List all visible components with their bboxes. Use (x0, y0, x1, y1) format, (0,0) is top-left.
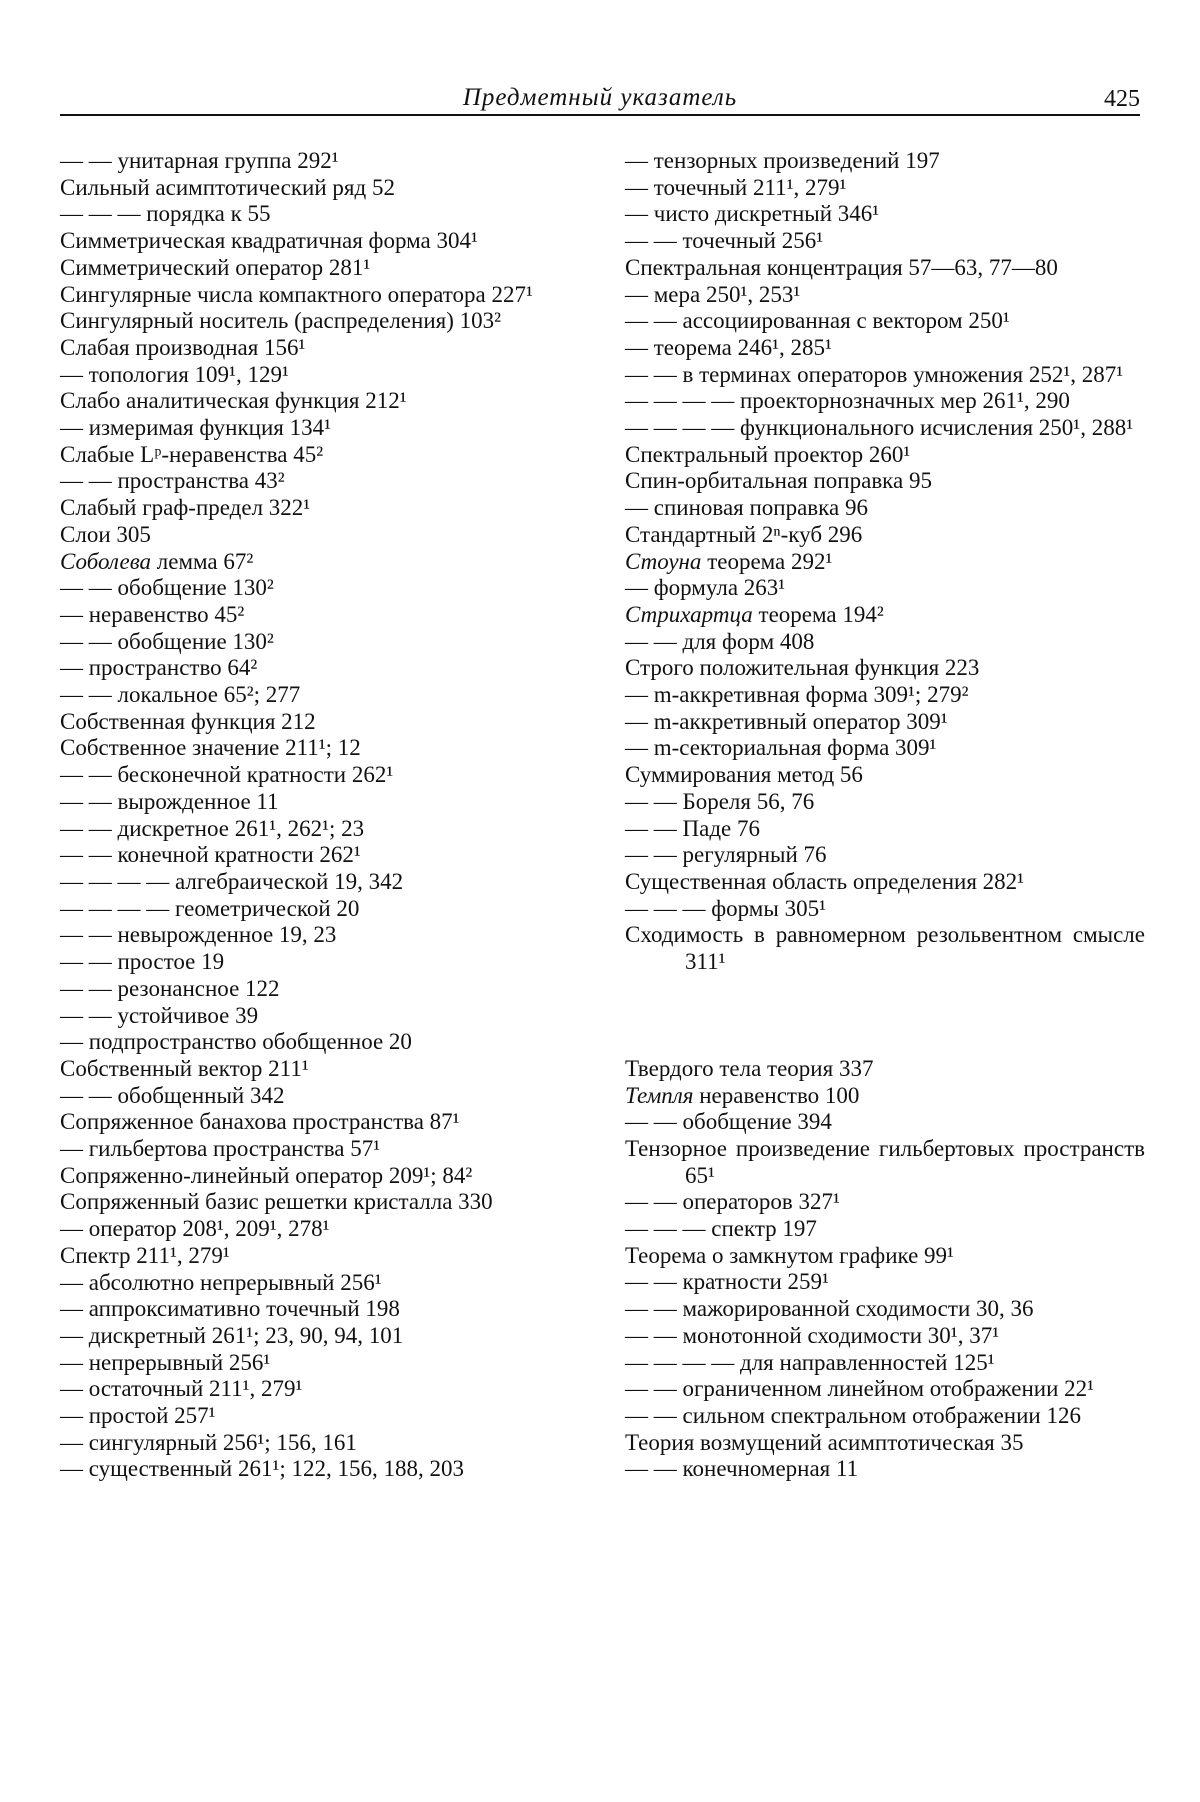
index-entry: — — конечной кратности 262¹ (60, 842, 361, 868)
index-entry: Спин-орбитальная поправка 95 (625, 468, 932, 494)
index-entry: Теория возмущений асимптотическая 35 (625, 1429, 1024, 1455)
letter-section-gap (625, 976, 1145, 1056)
index-entry: — — — формы 305¹ (625, 895, 826, 921)
index-entry: Сопряженно-линейный оператор 209¹; 84² (60, 1162, 473, 1188)
index-entry: — — унитарная группа 292¹ (60, 148, 339, 173)
index-entry: — — невырожденное 19, 23 (60, 922, 337, 948)
index-entry: — m-аккретивный оператор 309¹ (625, 708, 948, 734)
index-entry: — — операторов 327¹ (625, 1189, 840, 1215)
index-entry: Собственная функция 212 (60, 708, 316, 734)
index-entry: — m-секториальная форма 309¹ (625, 735, 937, 761)
index-entry: Соболева лемма 67² (60, 548, 254, 574)
index-entry: Спектральная концентрация 57—63, 77—80 (625, 254, 1058, 280)
index-entry: Сильный асимптотический ряд 52 (60, 174, 395, 200)
index-entry: — — обобщение 394 (625, 1109, 832, 1135)
index-entry: Слабые Lᵖ-неравенства 45² (60, 441, 324, 467)
index-entry: — существенный 261¹; 122, 156, 188, 203 (60, 1456, 465, 1482)
index-entry: Слабо аналитическая функция 212¹ (60, 388, 407, 414)
index-entry: — аппроксимативно точечный 198 (60, 1296, 400, 1322)
header-rule (60, 114, 1140, 116)
index-entry: — — точечный 256¹ (625, 228, 824, 254)
index-entry: — m-аккретивная форма 309¹; 279² (625, 682, 969, 708)
index-entry: — спиновая поправка 96 (625, 495, 868, 521)
index-entry: — — резонансное 122 (60, 975, 280, 1001)
index-entry: Стандартный 2ⁿ-куб 296 (625, 521, 863, 547)
index-entry: — — Паде 76 (625, 815, 760, 841)
index-entry: — — обобщение 130² (60, 628, 274, 654)
index-entry: Твердого тела теория 337 (625, 1055, 874, 1081)
index-entry: — — монотонной сходимости 30¹, 37¹ (625, 1322, 1000, 1348)
index-entry: — — — спектр 197 (625, 1216, 817, 1242)
index-entry: Теорема о замкнутом графике 99¹ (625, 1242, 954, 1268)
index-entry: Спектр 211¹, 279¹ (60, 1242, 230, 1268)
index-entry: — формула 263¹ (625, 575, 786, 601)
index-entry: — оператор 208¹, 209¹, 278¹ (60, 1216, 330, 1242)
index-entry: — топология 109¹, 129¹ (60, 361, 289, 387)
index-entry: — — — — геометрической 20 (60, 895, 360, 921)
index-entry: — — дискретное 261¹, 262¹; 23 (60, 815, 365, 841)
index-entry: Сопряженный базис решетки кристалла 330 (60, 1189, 493, 1215)
index-entry: — мера 250¹, 253¹ (625, 281, 801, 307)
index-entry: Существенная область определения 282¹ (625, 868, 1025, 894)
index-entry: Сопряженное банахова пространства 87¹ (60, 1109, 460, 1135)
index-entry: — тензорных произведений 197 (625, 148, 940, 173)
index-entry: Суммирования метод 56 (625, 762, 863, 788)
index-entry: — — кратности 259¹ (625, 1269, 829, 1295)
index-entry: Слабая производная 156¹ (60, 334, 306, 360)
index-entry: — — ассоциированная с вектором 250¹ (625, 308, 1010, 334)
index-entry: — — — — для направленностей 125¹ (625, 1349, 995, 1375)
index-entry: Сходимость в равномерном резольвентном смысле 311¹ (625, 922, 1145, 975)
index-entry: — сингулярный 256¹; 156, 161 (60, 1429, 357, 1455)
index-entry: Спектральный проектор 260¹ (625, 441, 911, 467)
index-entry: — пространство 64² (60, 655, 258, 681)
index-entry: — неравенство 45² (60, 601, 245, 627)
page-number: 425 (1104, 86, 1140, 112)
index-column-left (60, 148, 580, 1483)
index-entry: — дискретный 261¹; 23, 90, 94, 101 (60, 1322, 404, 1348)
index-entry: — абсолютно непрерывный 256¹ (60, 1269, 382, 1295)
index-entry: Собственное значение 211¹; 12 (60, 735, 361, 761)
index-entry: — — вырожденное 11 (60, 788, 279, 814)
index-entry: — — бесконечной кратности 262¹ (60, 762, 394, 788)
index-entry: — — для форм 408 (625, 628, 815, 654)
index-entry: — гильбертова пространства 57¹ (60, 1136, 381, 1162)
index-entry: Слои 305 (60, 521, 151, 547)
index-entry: Стрихартца теорема 194² (625, 601, 884, 627)
index-entry: — — пространства 43² (60, 468, 285, 494)
index-entry: — — локальное 65²; 277 (60, 682, 301, 708)
index-entry: — — конечномерная 11 (625, 1456, 859, 1482)
index-entry: — — мажорированной сходимости 30, 36 (625, 1296, 1034, 1322)
index-entry: — непрерывный 256¹ (60, 1349, 271, 1375)
index-entry: — — обобщенный 342 (60, 1082, 285, 1108)
index-entry: — — простое 19 (60, 949, 225, 975)
index-entry: — чисто дискретный 346¹ (625, 201, 880, 227)
index-entry: Стоуна теорема 292¹ (625, 548, 833, 574)
index-entry: Строго положительная функция 223 (625, 655, 980, 681)
index-entry: — — Бореля 56, 76 (625, 788, 815, 814)
index-entry: — — сильном спектральном отображении 126 (625, 1402, 1081, 1428)
index-entry: — простой 257¹ (60, 1403, 216, 1429)
index-entry: — — — — проекторнозначных мер 261¹, 290 (625, 388, 1070, 414)
index-entry: — точечный 211¹, 279¹ (625, 174, 847, 200)
index-entry: Симметрический оператор 281¹ (60, 254, 371, 280)
index-entry: — — — — алгебраической 19, 342 (60, 868, 404, 894)
index-entry: Темпля неравенство 100 (625, 1082, 860, 1108)
index-entry: Сингулярные числа компактного оператора 227¹ (60, 281, 533, 307)
index-entry: — — обобщение 130² (60, 575, 274, 601)
index-entry: Собственный вектор 211¹ (60, 1055, 309, 1081)
index-entry: — подпространство обобщенное 20 (60, 1029, 412, 1055)
index-entry: — — в терминах операторов умножения 252¹, 287¹ (625, 361, 1124, 387)
running-title: Предметный указатель (462, 84, 738, 111)
index-entry: — остаточный 211¹, 279¹ (60, 1376, 303, 1402)
index-entry: Слабый граф-предел 322¹ (60, 495, 311, 521)
index-column-right (625, 148, 1145, 1483)
index-entry: Сингулярный носитель (распределения) 103² (60, 308, 502, 334)
index-entry: — теорема 246¹, 285¹ (625, 334, 832, 360)
index-entry: — — устойчивое 39 (60, 1002, 259, 1028)
index-entry: — — регулярный 76 (625, 842, 827, 868)
index-entry: — измеримая функция 134¹ (60, 415, 331, 441)
running-header (60, 84, 1140, 114)
index-entry: Тензорное произведение гильбертовых пространств 65¹ (625, 1135, 1145, 1188)
index-entry: — — — — функционального исчисления 250¹, 288¹ (625, 415, 1134, 441)
index-entry: — — — порядка к 55 (60, 201, 271, 227)
index-entry: Симметрическая квадратичная форма 304¹ (60, 228, 478, 254)
index-entry: — — ограниченном линейном отображении 22¹ (625, 1376, 1095, 1402)
